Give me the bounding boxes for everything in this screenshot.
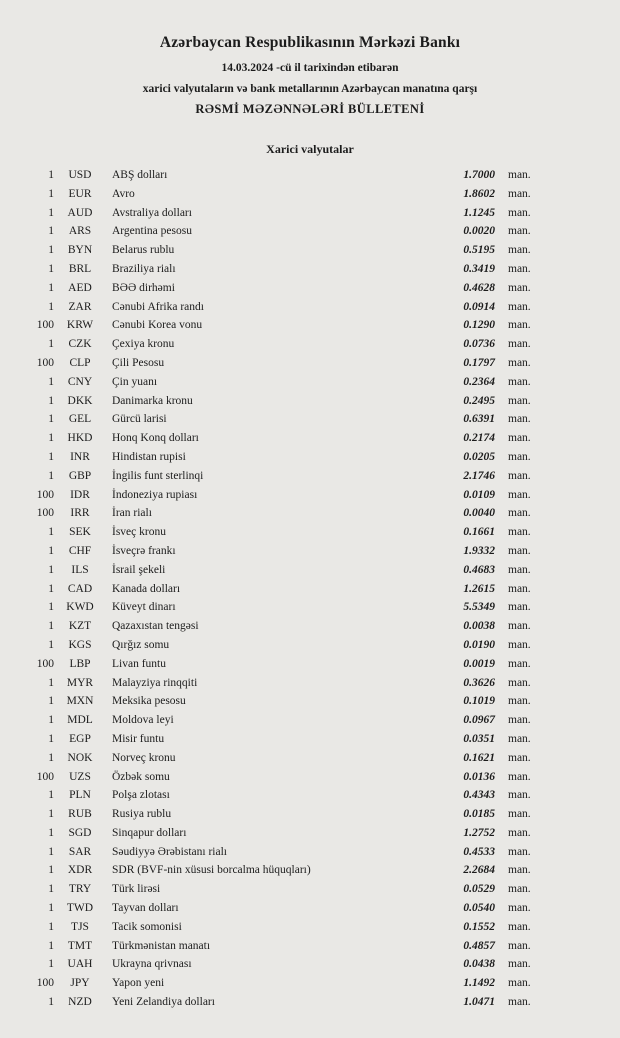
currency-name-cell: Yeni Zelandiya dolları: [112, 996, 215, 1009]
currency-name-cell: Gürcü larisi: [112, 413, 167, 426]
currency-code-cell: TWD: [66, 902, 94, 915]
table-row: [4, 861, 558, 880]
currency-name-cell: Honq Konq dolları: [112, 432, 199, 445]
unit-cell: man.: [508, 507, 531, 520]
rate-cell: 0.1552: [463, 920, 495, 933]
table-row: [4, 410, 558, 429]
table-row: [4, 373, 558, 392]
rate-cell: 0.4683: [463, 563, 495, 576]
unit-cell: man.: [508, 281, 531, 294]
table-row: [4, 749, 558, 768]
rate-cell: 1.0471: [463, 996, 495, 1009]
currency-code-cell: UAH: [67, 958, 93, 971]
quantity-cell: 1: [48, 338, 54, 351]
table-row: [4, 392, 558, 411]
table-row: [4, 843, 558, 862]
unit-cell: man.: [508, 732, 531, 745]
quantity-cell: 1: [48, 244, 54, 257]
table-row: [4, 899, 558, 918]
quantity-cell: 1: [48, 826, 54, 839]
currency-name-cell: Kanada dolları: [112, 582, 181, 595]
quantity-cell: 1: [48, 563, 54, 576]
currency-name-cell: İsveçrə frankı: [112, 544, 176, 557]
quantity-cell: 1: [48, 902, 54, 915]
unit-cell: man.: [508, 206, 531, 219]
table-row: [4, 674, 558, 693]
currency-name-cell: BƏƏ dirhəmi: [112, 281, 175, 294]
rate-cell: 0.0038: [463, 620, 495, 633]
unit-cell: man.: [508, 262, 531, 275]
currency-name-cell: Argentina pesosu: [112, 225, 192, 238]
currency-code-cell: BRL: [68, 262, 92, 275]
currency-code-cell: CHF: [68, 544, 92, 557]
unit-cell: man.: [508, 638, 531, 651]
unit-cell: man.: [508, 375, 531, 388]
unit-cell: man.: [508, 883, 531, 896]
rate-cell: 0.1290: [463, 319, 495, 332]
unit-cell: man.: [508, 244, 531, 257]
rate-cell: 0.0040: [463, 507, 495, 520]
currency-name-cell: İndoneziya rupiası: [112, 488, 198, 501]
unit-cell: man.: [508, 526, 531, 539]
document-header: [0, 34, 620, 117]
currency-code-cell: CLP: [69, 356, 91, 369]
table-row: [4, 185, 558, 204]
unit-cell: man.: [508, 620, 531, 633]
quantity-cell: 100: [36, 770, 54, 783]
currency-code-cell: ZAR: [68, 300, 92, 313]
subject-line: xarici valyutaların və bank metallarının Azərbaycan manatına qarşı: [142, 83, 478, 95]
currency-code-cell: EGP: [69, 732, 91, 745]
table-row: [4, 467, 558, 486]
rate-cell: 1.7000: [463, 169, 495, 181]
currency-name-cell: Çin yuanı: [112, 375, 158, 388]
rate-cell: 0.1621: [463, 751, 495, 764]
unit-cell: man.: [508, 939, 531, 952]
unit-cell: man.: [508, 469, 531, 482]
unit-cell: man.: [508, 225, 531, 238]
quantity-cell: 1: [48, 920, 54, 933]
unit-cell: man.: [508, 338, 531, 351]
rate-cell: 5.5349: [463, 601, 495, 614]
quantity-cell: 1: [48, 544, 54, 557]
unit-cell: man.: [508, 544, 531, 557]
currency-name-cell: İran rialı: [112, 507, 152, 520]
currency-code-cell: SGD: [68, 826, 92, 839]
currency-name-cell: Səudiyyə Ərəbistanı rialı: [112, 845, 227, 858]
quantity-cell: 1: [48, 751, 54, 764]
currency-code-cell: INR: [70, 450, 90, 463]
unit-cell: man.: [508, 394, 531, 407]
quantity-cell: 100: [36, 657, 54, 670]
table-row: [4, 824, 558, 843]
currency-code-cell: USD: [68, 169, 92, 181]
table-row: [4, 486, 558, 505]
currency-name-cell: Qazaxıstan tengəsi: [112, 620, 199, 633]
quantity-cell: 1: [48, 225, 54, 238]
unit-cell: man.: [508, 657, 531, 670]
unit-cell: man.: [508, 902, 531, 915]
currency-name-cell: Belarus rublu: [112, 244, 175, 257]
table-row: [4, 786, 558, 805]
currency-name-cell: Polşa zlotası: [112, 789, 170, 802]
currency-code-cell: UZS: [69, 770, 91, 783]
unit-cell: man.: [508, 826, 531, 839]
table-row: [4, 655, 558, 674]
quantity-cell: 1: [48, 939, 54, 952]
rate-cell: 0.2495: [463, 394, 495, 407]
quantity-cell: 1: [48, 413, 54, 426]
currency-name-cell: Küveyt dinarı: [112, 601, 176, 614]
unit-cell: man.: [508, 751, 531, 764]
currency-code-cell: IDR: [70, 488, 90, 501]
quantity-cell: 1: [48, 676, 54, 689]
currency-name-cell: Özbək somu: [112, 770, 170, 783]
rate-cell: 0.0351: [463, 732, 495, 745]
unit-cell: man.: [508, 808, 531, 821]
table-row: [4, 993, 558, 1012]
table-row: [4, 692, 558, 711]
rate-cell: 1.9332: [463, 544, 495, 557]
quantity-cell: 1: [48, 450, 54, 463]
table-row: [4, 580, 558, 599]
quantity-cell: 1: [48, 375, 54, 388]
unit-cell: man.: [508, 958, 531, 971]
unit-cell: man.: [508, 450, 531, 463]
currency-name-cell: Cənubi Korea vonu: [112, 319, 203, 332]
currency-code-cell: JPY: [70, 977, 90, 990]
table-row: [4, 937, 558, 956]
quantity-cell: 1: [48, 883, 54, 896]
unit-cell: man.: [508, 714, 531, 727]
currency-name-cell: Çexiya kronu: [112, 338, 175, 351]
unit-cell: man.: [508, 300, 531, 313]
unit-cell: man.: [508, 770, 531, 783]
currency-name-cell: Cənubi Afrika randı: [112, 300, 204, 313]
currency-code-cell: TMT: [67, 939, 93, 952]
table-row: [4, 730, 558, 749]
rate-cell: 0.0109: [463, 488, 495, 501]
quantity-cell: 100: [36, 319, 54, 332]
currency-code-cell: IRR: [70, 507, 90, 520]
currency-name-cell: Malayziya rinqqiti: [112, 676, 198, 689]
currency-code-cell: KZT: [68, 620, 92, 633]
currency-code-cell: TJS: [71, 920, 89, 933]
rate-cell: 0.2364: [463, 375, 495, 388]
currency-name-cell: Qırğız somu: [112, 638, 170, 651]
currency-code-cell: AED: [68, 281, 92, 294]
table-row: [4, 561, 558, 580]
rate-cell: 2.1746: [463, 469, 495, 482]
unit-cell: man.: [508, 432, 531, 445]
table-row: [4, 598, 558, 617]
unit-cell: man.: [508, 996, 531, 1009]
quantity-cell: 1: [48, 789, 54, 802]
rate-cell: 0.1797: [463, 356, 495, 369]
quantity-cell: 1: [48, 845, 54, 858]
unit-cell: man.: [508, 488, 531, 501]
currency-code-cell: NOK: [67, 751, 93, 764]
unit-cell: man.: [508, 676, 531, 689]
rate-cell: 0.4343: [463, 789, 495, 802]
rate-cell: 1.2752: [463, 826, 495, 839]
currency-code-cell: HKD: [67, 432, 93, 445]
currency-code-cell: SAR: [68, 845, 92, 858]
unit-cell: man.: [508, 319, 531, 332]
rate-cell: 0.3419: [463, 262, 495, 275]
currency-code-cell: ARS: [68, 225, 92, 238]
quantity-cell: 100: [36, 488, 54, 501]
rate-cell: 0.0019: [463, 657, 495, 670]
currency-name-cell: ABŞ dolları: [112, 169, 168, 181]
quantity-cell: 1: [48, 638, 54, 651]
unit-cell: man.: [508, 356, 531, 369]
currency-code-cell: MDL: [67, 714, 93, 727]
currency-name-cell: Danimarka kronu: [112, 394, 193, 407]
table-row: [4, 166, 558, 185]
currency-name-cell: Meksika pesosu: [112, 695, 186, 708]
quantity-cell: 1: [48, 187, 54, 200]
table-row: [4, 617, 558, 636]
table-row: [4, 768, 558, 787]
table-row: [4, 448, 558, 467]
currency-name-cell: İngilis funt sterlinqi: [112, 469, 204, 482]
currency-name-cell: Ukrayna qrivnası: [112, 958, 192, 971]
table-row: [4, 222, 558, 241]
currency-name-cell: Tayvan dolları: [112, 902, 179, 915]
unit-cell: man.: [508, 864, 531, 877]
rate-cell: 0.0136: [463, 770, 495, 783]
rate-cell: 0.0736: [463, 338, 495, 351]
currency-name-cell: Sinqapur dolları: [112, 826, 187, 839]
rate-cell: 0.3626: [463, 676, 495, 689]
quantity-cell: 1: [48, 601, 54, 614]
table-row: [4, 880, 558, 899]
currency-code-cell: SEK: [69, 526, 91, 539]
currency-name-cell: Avstraliya dolları: [112, 206, 192, 219]
currency-name-cell: İsveç kronu: [112, 526, 166, 539]
table-row: [4, 542, 558, 561]
quantity-cell: 1: [48, 281, 54, 294]
rate-cell: 0.0190: [463, 638, 495, 651]
table-row: [4, 241, 558, 260]
currency-name-cell: Rusiya rublu: [112, 808, 172, 821]
table-row: [4, 429, 558, 448]
quantity-cell: 1: [48, 582, 54, 595]
currency-name-cell: Türk lirəsi: [112, 883, 161, 896]
currency-name-cell: Türkmənistan manatı: [112, 939, 211, 952]
rate-cell: 0.4628: [463, 281, 495, 294]
quantity-cell: 100: [36, 356, 54, 369]
currency-code-cell: GBP: [68, 469, 92, 482]
bank-name-title: Azərbaycan Respublikasının Mərkəzi Bankı: [159, 34, 461, 51]
table-row: [4, 316, 558, 335]
currency-code-cell: BYN: [67, 244, 93, 257]
rate-cell: 0.0020: [463, 225, 495, 238]
rate-cell: 0.0540: [463, 902, 495, 915]
currency-name-cell: Çili Pesosu: [112, 356, 165, 369]
effective-date-line: 14.03.2024 -cü il tarixindən etibarən: [221, 62, 399, 74]
quantity-cell: 1: [48, 206, 54, 219]
unit-cell: man.: [508, 413, 531, 426]
quantity-cell: 1: [48, 808, 54, 821]
table-row: [4, 504, 558, 523]
unit-cell: man.: [508, 977, 531, 990]
quantity-cell: 1: [48, 864, 54, 877]
unit-cell: man.: [508, 845, 531, 858]
currency-code-cell: MXN: [66, 695, 94, 708]
rate-cell: 0.2174: [463, 432, 495, 445]
rate-cell: 0.1019: [463, 695, 495, 708]
currency-name-cell: Braziliya rialı: [112, 262, 176, 275]
quantity-cell: 1: [48, 469, 54, 482]
currency-code-cell: XDR: [67, 864, 93, 877]
table-row: [4, 711, 558, 730]
table-row: [4, 523, 558, 542]
currency-code-cell: NZD: [68, 996, 92, 1009]
unit-cell: man.: [508, 601, 531, 614]
currency-code-cell: CNY: [67, 375, 93, 388]
quantity-cell: 1: [48, 262, 54, 275]
currency-name-cell: Yapon yeni: [112, 977, 165, 990]
table-row: [4, 918, 558, 937]
currency-code-cell: KRW: [66, 319, 94, 332]
unit-cell: man.: [508, 187, 531, 200]
rate-cell: 1.2615: [463, 582, 495, 595]
table-row: [4, 260, 558, 279]
rate-cell: 0.0205: [463, 450, 495, 463]
quantity-cell: 1: [48, 958, 54, 971]
currency-name-cell: Tacik somonisi: [112, 920, 182, 933]
currency-name-cell: Hindistan rupisi: [112, 450, 186, 463]
currency-code-cell: CAD: [67, 582, 93, 595]
table-row: [4, 636, 558, 655]
table-row: [4, 805, 558, 824]
rate-cell: 0.0967: [463, 714, 495, 727]
currency-code-cell: AUD: [67, 206, 93, 219]
bulletin-title: RƏSMİ MƏZƏNNƏLƏRİ BÜLLETENİ: [195, 102, 425, 116]
quantity-cell: 1: [48, 996, 54, 1009]
table-row: [4, 204, 558, 223]
table-row: [4, 298, 558, 317]
rate-cell: 1.1245: [463, 206, 495, 219]
quantity-cell: 100: [36, 977, 54, 990]
unit-cell: man.: [508, 563, 531, 576]
quantity-cell: 1: [48, 732, 54, 745]
rate-cell: 0.0529: [463, 883, 495, 896]
unit-cell: man.: [508, 582, 531, 595]
currency-name-cell: Misir funtu: [112, 732, 165, 745]
currency-name-cell: Norveç kronu: [112, 751, 176, 764]
rate-cell: 0.0438: [463, 958, 495, 971]
currency-name-cell: Avro: [112, 187, 135, 200]
quantity-cell: 1: [48, 620, 54, 633]
section-title-foreign-currencies: Xarici valyutalar: [266, 142, 354, 156]
currency-code-cell: EUR: [68, 187, 92, 200]
currency-code-cell: KGS: [68, 638, 92, 651]
rate-cell: 0.0914: [463, 300, 495, 313]
unit-cell: man.: [508, 695, 531, 708]
table-row: [4, 279, 558, 298]
currency-code-cell: LBP: [69, 657, 91, 670]
rate-cell: 1.8602: [463, 187, 495, 200]
quantity-cell: 100: [36, 507, 54, 520]
rate-cell: 0.4533: [463, 845, 495, 858]
currency-code-cell: RUB: [68, 808, 92, 821]
table-row: [4, 955, 558, 974]
quantity-cell: 1: [48, 169, 54, 181]
table-row: [4, 974, 558, 993]
currency-code-cell: DKK: [67, 394, 93, 407]
quantity-cell: 1: [48, 695, 54, 708]
quantity-cell: 1: [48, 526, 54, 539]
unit-cell: man.: [508, 789, 531, 802]
rate-cell: 0.0185: [463, 808, 495, 821]
quantity-cell: 1: [48, 300, 54, 313]
rate-cell: 1.1492: [463, 977, 495, 990]
unit-cell: man.: [508, 169, 531, 181]
currency-name-cell: SDR (BVF-nin xüsusi borcalma hüquqları): [112, 864, 311, 877]
currency-name-cell: Moldova leyi: [112, 714, 174, 727]
currency-code-cell: KWD: [66, 601, 94, 614]
rate-cell: 0.4857: [463, 939, 495, 952]
rate-cell: 0.5195: [463, 244, 495, 257]
currency-name-cell: Livan funtu: [112, 657, 166, 670]
rate-cell: 2.2684: [463, 864, 495, 877]
currency-code-cell: ILS: [71, 563, 89, 576]
rate-cell: 0.6391: [463, 413, 495, 426]
table-row: [4, 354, 558, 373]
quantity-cell: 1: [48, 714, 54, 727]
rates-table: [0, 166, 620, 1012]
currency-code-cell: CZK: [68, 338, 92, 351]
currency-code-cell: MYR: [66, 676, 94, 689]
quantity-cell: 1: [48, 432, 54, 445]
currency-name-cell: İsrail şekeli: [112, 563, 166, 576]
table-row: [4, 335, 558, 354]
currency-code-cell: TRY: [68, 883, 92, 896]
rate-cell: 0.1661: [463, 526, 495, 539]
unit-cell: man.: [508, 920, 531, 933]
currency-code-cell: GEL: [68, 413, 92, 426]
quantity-cell: 1: [48, 394, 54, 407]
currency-code-cell: PLN: [69, 789, 91, 802]
